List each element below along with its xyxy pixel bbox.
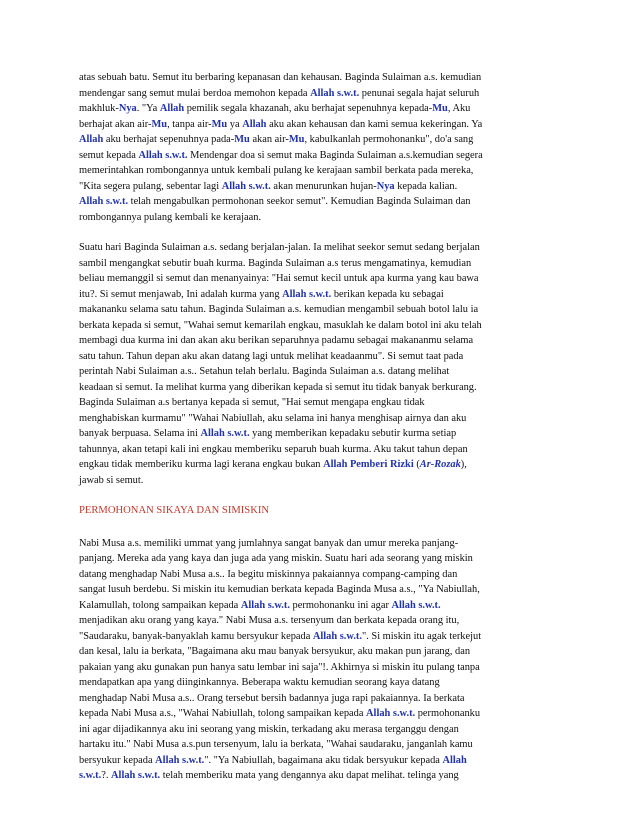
highlighted-term: Allah (442, 754, 467, 766)
highlighted-term: Nya (376, 180, 395, 192)
text-run: menghabiskan kurmamu" "Wahai Nabiullah, aku selama ini hanya menghisap airnya dan aku (79, 412, 467, 424)
text-line (79, 179, 563, 195)
text-run: berhajat akan air- (79, 118, 152, 130)
highlighted-term: Allah (159, 103, 185, 114)
text-line (79, 70, 563, 86)
text-line (79, 318, 563, 334)
highlighted-term: Mu (151, 118, 168, 130)
text-line (79, 660, 563, 676)
text-run: perintah Nabi Sulaiman a.s.. Setahun telah berlalu. Baginda Sulaiman a.s. datang melihat (79, 366, 450, 377)
text-run: dan kesal, lalu ia berkata, "Bagaimana aku mau banyak bersyukur, aku makan pun jarang, dan (79, 646, 471, 657)
text-run: beliau memanggil si semut dan menanyainya: "Hai semut kecil untuk apa kurma yang kau bawa (79, 273, 479, 284)
text-run: Nabi Musa a.s. memiliki ummat yang jumlahnya sangat banyak dan umur mereka panjang- (79, 537, 459, 549)
text-run: panjang. Mereka ada yang kaya dan juga ada yang miskin. Suatu hari ada seorang yang miskin (79, 553, 473, 564)
text-run: membagi dua kurma ini dan akan aku berikan separuhnya padamu sebagai makananmu selama (79, 335, 474, 346)
text-run: mendapatkan apa yang diinginkannya. Beberapa waktu kemudian seorang kaya datang (79, 677, 440, 688)
text-run: semut kepada (79, 149, 139, 161)
text-run: ), (460, 459, 467, 470)
text-line (79, 240, 563, 256)
text-run: menjadikan aku orang yang kaya." Nabi Musa a.s. tersenyum dan berkata kepada orang itu, (79, 615, 460, 626)
highlighted-term: Mu (432, 103, 448, 114)
text-run: pakaian yang aku gunakan pun hanya satu lembar ini saja"!. Akhirnya si miskin itu pulang tanpa (79, 661, 480, 673)
text-line (79, 395, 563, 411)
text-run: kepada Nabi Musa a.s., "Wahai Nabiullah, tolong sampaikan kepada (79, 708, 367, 719)
text-run: kepada kalian. (394, 180, 458, 192)
text-line (79, 629, 563, 645)
text-run: , kabulkanlah permohonanku", do'a sang (304, 134, 474, 145)
text-run: , Aku (447, 103, 471, 114)
text-run: berkata kepada si semut, "Wahai semut kemarilah engkau, masuklah ke dalam botol ini aku telah (79, 319, 482, 331)
text-line (79, 613, 563, 629)
text-run: satu tahun. Tahun depan aku akan datang lagi untuk melihat keadaanmu". Si semut taat pada (79, 350, 464, 362)
paragraph-3 (79, 536, 563, 784)
text-line (79, 101, 563, 117)
document-page (79, 70, 563, 799)
text-run: telah memberiku mata yang dengannya aku dapat melihat. telinga yang (160, 770, 459, 781)
text-run: makhluk- (79, 103, 119, 114)
text-run: Mendengar doa si semut maka Baginda Sulaiman a.s.kemudian segera (187, 149, 483, 161)
text-run: mendengar sang semut mulai berdoa memohon kepada (79, 87, 311, 99)
text-run: yang memberikan kepadaku sebutir kurma setiap (249, 428, 457, 439)
highlighted-term: Allah s.w.t. (79, 196, 129, 207)
text-run: permohonanku ini agar (289, 599, 392, 611)
text-line (79, 737, 563, 753)
text-run: ". Si miskin itu agak terkejut (361, 630, 482, 642)
highlighted-term: Mu (234, 134, 250, 145)
text-run: makananku selama satu tahun. Baginda Sulaiman a.s. kemudian mengambil sebuah botol lalu ia (79, 304, 479, 315)
text-line (79, 86, 563, 102)
text-line (79, 364, 563, 380)
text-run: jawab si semut. (79, 474, 144, 486)
highlighted-term: Allah s.w.t. (282, 288, 332, 300)
text-run: "Kita segera pulang, sebentar lagi (79, 180, 222, 192)
text-line (79, 706, 563, 722)
text-run: . "Ya (136, 103, 160, 114)
text-line (79, 582, 563, 598)
highlighted-term: Allah s.w.t. (240, 599, 290, 611)
text-line (79, 598, 563, 614)
text-line (79, 148, 563, 164)
highlighted-term: Ar-Rozak (419, 459, 461, 470)
text-line (79, 691, 563, 707)
paragraph-2 (79, 240, 563, 488)
highlighted-term: Nya (118, 103, 137, 114)
text-line (79, 675, 563, 691)
text-line (79, 287, 563, 303)
text-line (79, 768, 563, 784)
text-run: pemilik segala khazanah, aku berhajat sepenuhnya kepada- (184, 103, 433, 114)
text-line (79, 457, 563, 473)
text-run: aku berhajat sepenuhnya pada- (103, 134, 235, 145)
highlighted-term: Allah Pemberi Rizki (323, 459, 414, 470)
text-line (79, 473, 563, 489)
text-line (79, 210, 563, 226)
highlighted-term: Allah s.w.t. (155, 754, 205, 766)
highlighted-term: Allah s.w.t. (391, 599, 441, 611)
text-run: banyak berpuasa. Selama ini (79, 428, 201, 439)
text-run: aku akan kehausan dan kami semua kekeringan. Ya (266, 118, 483, 130)
text-line (79, 194, 563, 210)
text-line (79, 411, 563, 427)
text-line (79, 271, 563, 287)
section-heading: PERMOHONAN SIKAYA DAN SIMISKIN (79, 505, 270, 516)
text-line (79, 753, 563, 769)
text-run: keadaan si semut. Ia melihat kurma yang diberikan kepada si semut itu tidak banyak berkurang. (79, 381, 477, 393)
highlighted-term: Allah s.w.t. (111, 770, 161, 781)
text-line (79, 567, 563, 583)
highlighted-term: Allah (242, 118, 267, 130)
highlighted-term: Allah s.w.t. (366, 708, 416, 719)
text-line (79, 442, 563, 458)
text-run: datang menghadap Nabi Musa a.s.. Ia begitu miskinnya pakaiannya compang-camping dan (79, 568, 458, 580)
text-run: bersyukur kepada (79, 754, 156, 766)
text-run: ya (227, 118, 243, 130)
text-run: ini agar dijadikannya aku ini seorang yang miskin, terkadang aku merasa terganggu dengan (79, 723, 459, 735)
text-run: sangat lusuh berdebu. Si miskin itu kemudian berkata kepada Baginda Musa a.s., "Ya Nabiullah, (79, 584, 480, 595)
text-run: menghadap Nabi Musa a.s.. Orang tersebut bersih badannya juga rapi pakaiannya. Ia berkata (79, 692, 465, 704)
text-run: memerintahkan rombongannya untuk kembali pulang ke kerajaan sambil berkata pada mereka, (79, 165, 474, 176)
text-line (79, 426, 563, 442)
text-run: akan air- (249, 134, 289, 145)
text-run: Suatu hari Baginda Sulaiman a.s. sedang berjalan-jalan. Ia melihat seekor semut sedang berjalan (79, 242, 480, 253)
highlighted-term: Allah s.w.t. (138, 149, 188, 161)
text-line (79, 722, 563, 738)
text-run: Kalamullah, tolong sampaikan kepada (79, 599, 241, 611)
highlighted-term: Mu (288, 134, 305, 145)
text-run: Baginda Sulaiman a.s bertanya kepada si semut, "Hai semut mengapa engkau tidak (79, 397, 425, 408)
text-run: akan menurunkan hujan- (270, 180, 377, 192)
text-run: tahunnya, akan tetapi kali ini engkau memberiku separuh buah kurma. Aku takut tahun depan (79, 443, 468, 455)
text-run: rombongannya pulang kembali ke kerajaan. (79, 211, 262, 223)
text-line (79, 644, 563, 660)
highlighted-term: s.w.t. (79, 770, 102, 781)
highlighted-term: Allah s.w.t. (310, 87, 360, 99)
highlighted-term: Allah s.w.t. (312, 630, 362, 642)
highlighted-term: Allah s.w.t. (221, 180, 271, 192)
text-run: ( (413, 459, 420, 470)
text-run: "Saudaraku, banyak-banyaklah kamu bersyukur kepada (79, 630, 313, 642)
text-run: atas sebuah batu. Semut itu berbaring kepanasan dan kehausan. Baginda Sulaiman a.s. kemudian (79, 72, 482, 83)
highlighted-term: Mu (211, 118, 228, 130)
text-run: hartaku itu." Nabi Musa a.s.pun tersenyum, lalu ia berkata, "Wahai saudaraku, janganlah kamu (79, 739, 473, 750)
text-run: itu?. Si semut menjawab, Ini adalah kurma yang (79, 288, 283, 300)
text-run: penunai segala hajat seluruh (359, 87, 480, 99)
text-line (79, 551, 563, 567)
text-run: telah mengabulkan permohonan seekor semut". Kemudian Baginda Sulaiman dan (128, 196, 471, 207)
text-line (79, 380, 563, 396)
text-line (79, 163, 563, 179)
text-line (79, 536, 563, 552)
text-run: ". "Ya Nabiullah, bagaimana aku tidak bersyukur kepada (204, 754, 443, 766)
text-run: berikan kepada ku sebagai (331, 288, 444, 300)
text-run: , tanpa air- (167, 118, 212, 130)
text-run: sambil mengangkat sebutir buah kurma. Baginda Sulaiman a.s terus mengamatinya, kemudian (79, 257, 472, 269)
highlighted-term: Allah (79, 134, 104, 145)
text-run: engkau tidak memberiku kurma lagi kerana engkau bukan (79, 459, 324, 470)
text-run: ?. (101, 770, 112, 781)
text-line (79, 117, 563, 133)
highlighted-term: Allah s.w.t. (200, 428, 250, 439)
text-line (79, 349, 563, 365)
text-run: permohonanku (415, 708, 481, 719)
text-line (79, 302, 563, 318)
text-line (79, 333, 563, 349)
text-line (79, 132, 563, 148)
paragraph-1 (79, 70, 563, 225)
text-line (79, 256, 563, 272)
